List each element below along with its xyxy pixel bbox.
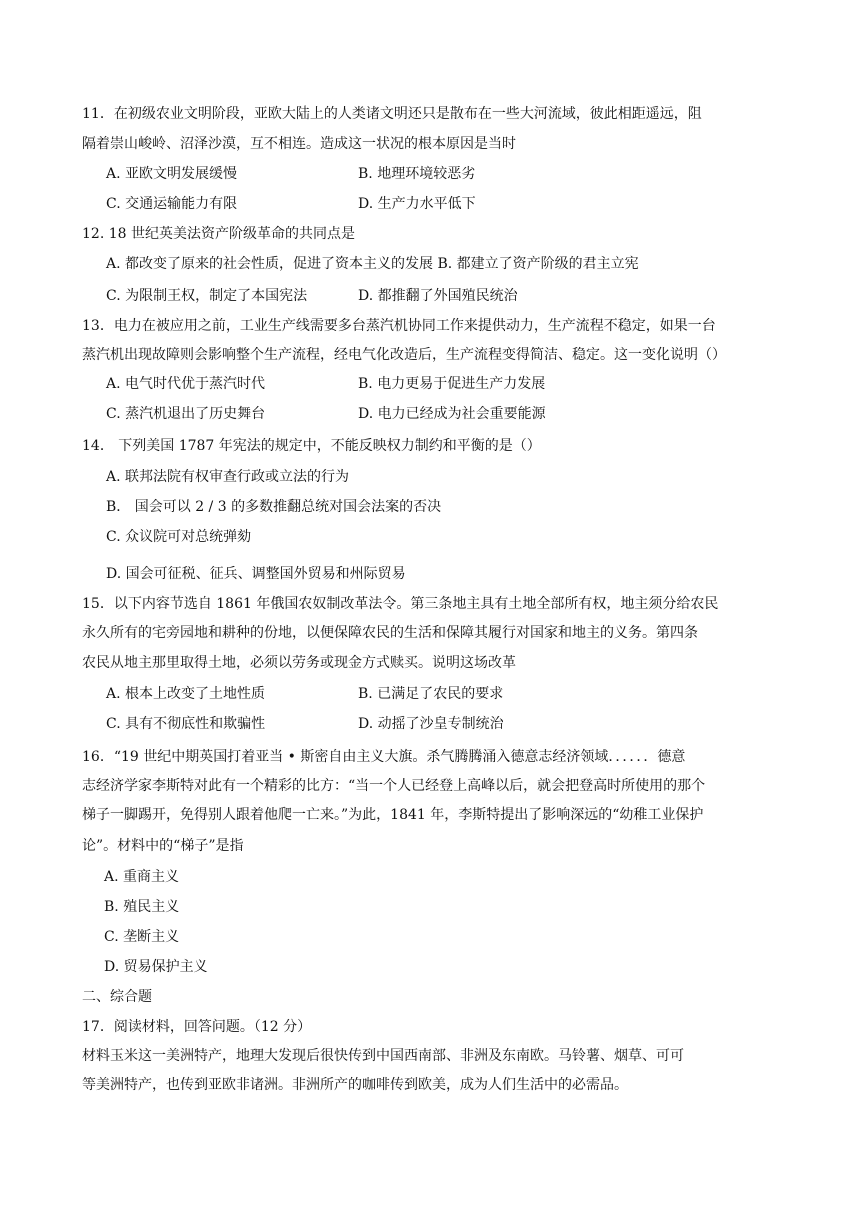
- question-15-stem-line-3: 农民从地主那里取得土地，必须以劳务或现金方式赎买。说明这场改革: [82, 655, 516, 671]
- question-11-stem-line-1: 11．在初级农业文明阶段，亚欧大陆上的人类诸文明还只是散布在一些大河流域，彼此相距遥远，阻: [82, 106, 702, 122]
- question-15-stem-line-2: 永久所有的宅旁园地和耕种的份地，以便保障农民的生活和保障其履行对国家和地主的义务。第四条: [82, 625, 698, 641]
- question-14-stem: 14． 下列美国 1787 年宪法的规定中，不能反映权力制约和平衡的是（）: [82, 438, 541, 454]
- question-13-option-c: C. 蒸汽机退出了历史舞台: [106, 406, 266, 422]
- question-16-option-b: B. 殖民主义: [104, 899, 180, 915]
- section-2-title: 二、综合题: [82, 989, 152, 1005]
- question-17-material-line-2: 等美洲特产，也传到亚欧非诸洲。非洲所产的咖啡传到欧美，成为人们生活中的必需品。: [82, 1077, 628, 1093]
- question-15-option-a: A. 根本上改变了土地性质: [106, 686, 266, 702]
- question-16-stem-line-2: 志经济学家李斯特对此有一个精彩的比方：“当一个人已经登上高峰以后，就会把登高时所使用的那个: [82, 778, 706, 794]
- question-11-option-b: B. 地理环境较恶劣: [358, 166, 476, 182]
- question-13-stem-line-1: 13．电力在被应用之前，工业生产线需要多台蒸汽机协同工作来提供动力，生产流程不稳定，如果一台: [82, 318, 716, 334]
- question-13-option-b: B. 电力更易于促进生产力发展: [358, 376, 546, 392]
- question-16-stem-line-4: 论”。材料中的“梯子”是指: [82, 838, 244, 854]
- question-11-option-a: A. 亚欧文明发展缓慢: [106, 166, 238, 182]
- question-16-option-d: D. 贸易保护主义: [104, 959, 208, 975]
- question-16-stem-line-3: 梯子一脚踢开，免得别人跟着他爬一亡来。”为此，1841 年，李斯特提出了影响深远的“幼稚工业保护: [82, 807, 704, 823]
- question-14-option-a: A. 联邦法院有权审查行政或立法的行为: [106, 469, 350, 485]
- question-16-option-a: A. 重商主义: [104, 869, 180, 885]
- question-16-stem-line-1: 16．“19 世纪中期英国打着亚当 • 斯密自由主义大旗。杀气腾腾涌入德意志经济领域．．．．．．德意: [82, 749, 686, 765]
- question-13-option-d: D. 电力已经成为社会重要能源: [358, 406, 546, 422]
- question-13-stem-line-2: 蒸汽机出现故障则会影响整个生产流程，经电气化改造后，生产流程变得简洁、稳定。这一变化说明（）: [82, 347, 726, 363]
- question-13-option-a: A. 电气时代优于蒸汽时代: [106, 376, 266, 392]
- question-14-option-c: C. 众议院可对总统弹劾: [106, 529, 252, 545]
- question-14-option-d: D. 国会可征税、征兵、调整国外贸易和州际贸易: [106, 566, 406, 582]
- question-15-option-c: C. 具有不彻底性和欺骗性: [106, 716, 266, 732]
- question-12-option-ab: A. 都改变了原来的社会性质，促进了资本主义的发展 B. 都建立了资产阶级的君主立宪: [106, 256, 639, 272]
- question-11-stem-line-2: 隔着崇山峻岭、沼泽沙漠，互不相连。造成这一状况的根本原因是当时: [82, 136, 516, 152]
- question-12-stem: 12. 18 世纪英美法资产阶级革命的共同点是: [82, 226, 355, 242]
- question-16-option-c: C. 垄断主义: [104, 929, 180, 945]
- question-15-stem-line-1: 15．以下内容节选自 1861 年俄国农奴制改革法令。第三条地主具有土地全部所有权，地主须分给农民: [82, 596, 719, 612]
- question-15-option-d: D. 动摇了沙皇专制统治: [358, 716, 504, 732]
- question-11-option-c: C. 交通运输能力有限: [106, 196, 238, 212]
- question-12-option-c: C. 为限制王权，制定了本国宪法: [106, 288, 308, 304]
- question-11-option-d: D. 生产力水平低下: [358, 196, 476, 212]
- question-17-material-line-1: 材料玉米这一美洲特产，地理大发现后很快传到中国西南部、非洲及东南欧。马铃薯、烟草、可可: [82, 1048, 684, 1064]
- question-12-option-d: D. 都推翻了外国殖民统治: [358, 288, 518, 304]
- question-14-option-b: B． 国会可以 2 / 3 的多数推翻总统对国会法案的否决: [106, 499, 442, 515]
- question-15-option-b: B. 已满足了农民的要求: [358, 686, 504, 702]
- question-17-stem: 17．阅读材料，回答问题。（12 分）: [82, 1019, 312, 1035]
